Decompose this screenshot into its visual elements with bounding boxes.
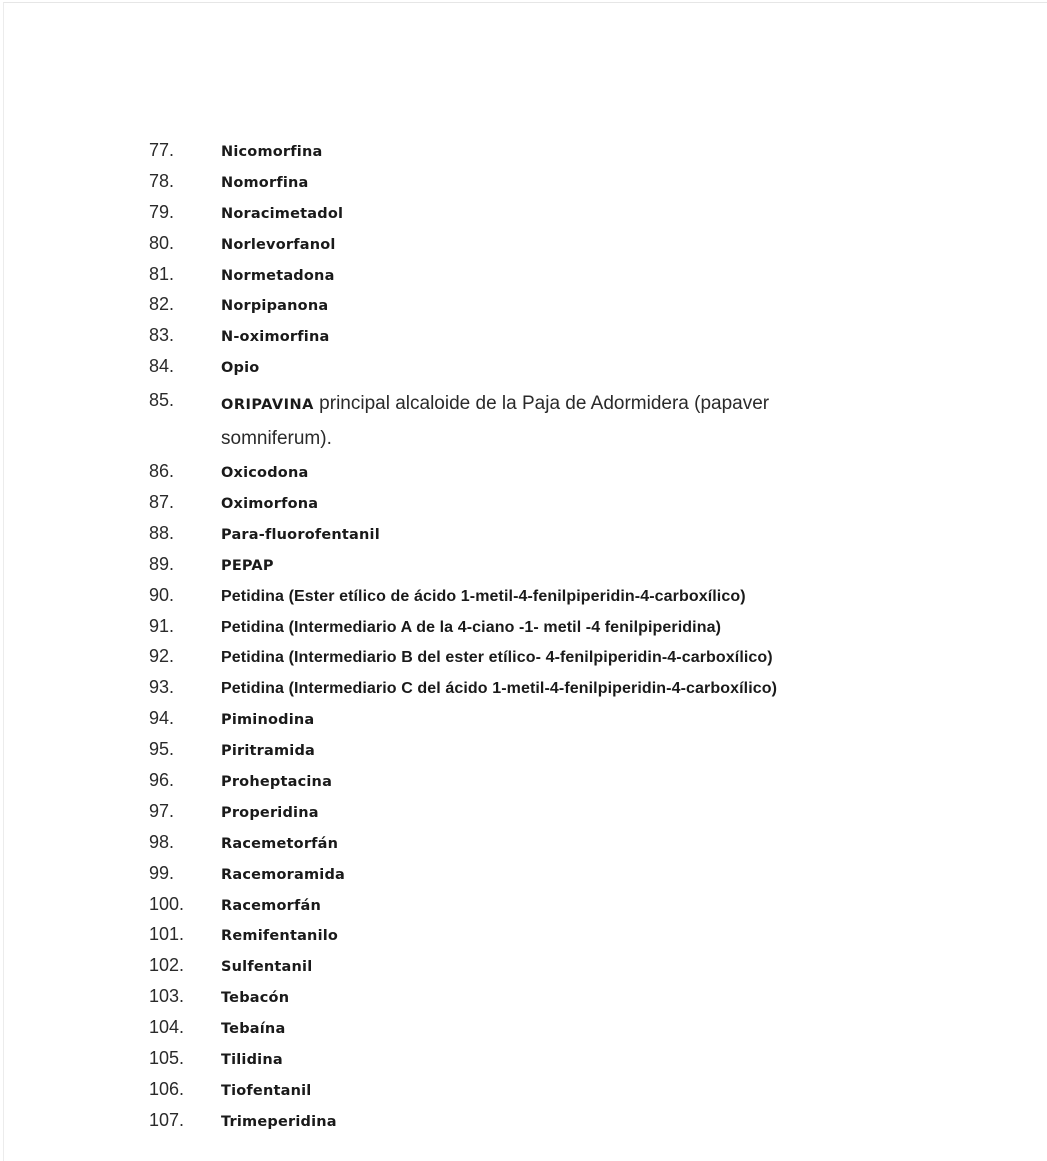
item-number: 104. bbox=[149, 1017, 185, 1038]
item-number: 94. bbox=[149, 708, 175, 729]
item-number: 78. bbox=[149, 170, 175, 191]
item-text: Tebaína bbox=[221, 1021, 286, 1038]
item-number: 84. bbox=[149, 356, 175, 377]
item-text: Sulfentanil bbox=[221, 959, 313, 976]
item-number: 93. bbox=[149, 677, 175, 698]
item-number: 90. bbox=[149, 584, 175, 605]
item-number: 98. bbox=[149, 831, 175, 852]
item-text: Trimeperidina bbox=[221, 1113, 337, 1130]
item-number: 89. bbox=[149, 553, 175, 574]
item-number: 99. bbox=[149, 862, 175, 883]
list-item bbox=[149, 171, 851, 202]
item-text: Oxicodona bbox=[221, 465, 309, 482]
item-number: 87. bbox=[149, 492, 175, 513]
substance-list bbox=[149, 140, 851, 1141]
item-text: Para-fluorofentanil bbox=[221, 526, 380, 543]
item-text: Racemorfán bbox=[221, 897, 322, 914]
list-item bbox=[149, 986, 851, 1017]
list-item bbox=[149, 708, 851, 739]
item-number: 97. bbox=[149, 800, 175, 821]
item-number: 82. bbox=[149, 294, 175, 315]
list-item bbox=[149, 585, 851, 616]
list-item bbox=[149, 801, 851, 832]
item-text: Opio bbox=[221, 360, 260, 377]
list-item bbox=[149, 924, 851, 955]
list-item bbox=[149, 356, 851, 387]
item-text: Norpipanona bbox=[221, 298, 329, 315]
item-text: Tebacón bbox=[221, 990, 290, 1007]
item-text: Petidina (Ester etílico de ácido 1-metil-4-fenilpiperidin-4-carboxílico) bbox=[221, 587, 746, 605]
item-text: principal alcaloide de la Paja de Adormidera (papaver somniferum). bbox=[221, 393, 770, 450]
item-number: 85. bbox=[149, 390, 175, 411]
item-text: Petidina (Intermediario C del ácido 1-metil-4-fenilpiperidin-4-carboxílico) bbox=[221, 680, 778, 698]
item-description bbox=[221, 387, 851, 455]
list-item bbox=[149, 616, 851, 647]
item-number: 92. bbox=[149, 646, 175, 667]
item-number: 100. bbox=[149, 893, 185, 914]
item-lead: ORIPAVINA bbox=[221, 397, 314, 414]
list-item bbox=[149, 202, 851, 233]
item-text: N-oximorfina bbox=[221, 329, 330, 346]
list-item bbox=[149, 554, 851, 585]
list-item bbox=[149, 832, 851, 863]
item-text: Petidina (Intermediario B del ester etílico- 4-fenilpiperidin-4-carboxílico) bbox=[221, 649, 773, 667]
list-item bbox=[149, 646, 851, 677]
item-number: 103. bbox=[149, 986, 185, 1007]
item-text: Nicomorfina bbox=[221, 144, 323, 160]
item-text: Tilidina bbox=[221, 1052, 283, 1069]
item-text: Nomorfina bbox=[221, 174, 309, 191]
list-item bbox=[149, 325, 851, 356]
item-number: 81. bbox=[149, 263, 175, 284]
item-number: 83. bbox=[149, 325, 175, 346]
list-item bbox=[149, 264, 851, 295]
list-item bbox=[149, 863, 851, 894]
list-item bbox=[149, 461, 851, 492]
item-number: 101. bbox=[149, 924, 185, 945]
item-number: 102. bbox=[149, 955, 185, 976]
list-item bbox=[149, 140, 851, 171]
list-item bbox=[149, 233, 851, 264]
item-number: 77. bbox=[149, 140, 175, 160]
list-item bbox=[149, 1048, 851, 1079]
list-item bbox=[149, 1079, 851, 1110]
list-item bbox=[149, 677, 851, 708]
item-text: Oximorfona bbox=[221, 496, 319, 513]
item-text: Tiofentanil bbox=[221, 1082, 312, 1099]
list-item bbox=[149, 770, 851, 801]
document-page bbox=[3, 2, 1047, 1161]
item-text: Properidina bbox=[221, 804, 319, 821]
item-text: Remifentanilo bbox=[221, 928, 339, 945]
item-text: Piminodina bbox=[221, 712, 315, 729]
item-text: Racemoramida bbox=[221, 866, 346, 883]
item-number: 105. bbox=[149, 1048, 185, 1069]
list-item bbox=[149, 1110, 851, 1141]
item-text: Petidina (Intermediario A de la 4-ciano -1- metil -4 fenilpiperidina) bbox=[221, 618, 722, 636]
list-item bbox=[149, 955, 851, 986]
item-text: Noracimetadol bbox=[221, 205, 344, 222]
list-item bbox=[149, 739, 851, 770]
item-number: 86. bbox=[149, 461, 175, 482]
item-number: 107. bbox=[149, 1109, 185, 1130]
item-number: 106. bbox=[149, 1078, 185, 1099]
item-text: PEPAP bbox=[221, 557, 274, 574]
item-number: 79. bbox=[149, 201, 175, 222]
list-item bbox=[149, 1017, 851, 1048]
item-text: Proheptacina bbox=[221, 774, 333, 791]
item-number: 80. bbox=[149, 232, 175, 253]
item-number: 88. bbox=[149, 522, 175, 543]
item-text: Piritramida bbox=[221, 743, 316, 760]
item-text: Normetadona bbox=[221, 267, 335, 284]
list-item bbox=[149, 492, 851, 523]
item-number: 96. bbox=[149, 770, 175, 791]
item-number: 95. bbox=[149, 739, 175, 760]
item-number: 91. bbox=[149, 615, 175, 636]
list-item bbox=[149, 523, 851, 554]
item-text: Racemetorfán bbox=[221, 835, 339, 852]
list-item-oripavina bbox=[149, 387, 851, 455]
item-text: Norlevorfanol bbox=[221, 236, 336, 253]
list-item bbox=[149, 894, 851, 925]
list-item bbox=[149, 294, 851, 325]
